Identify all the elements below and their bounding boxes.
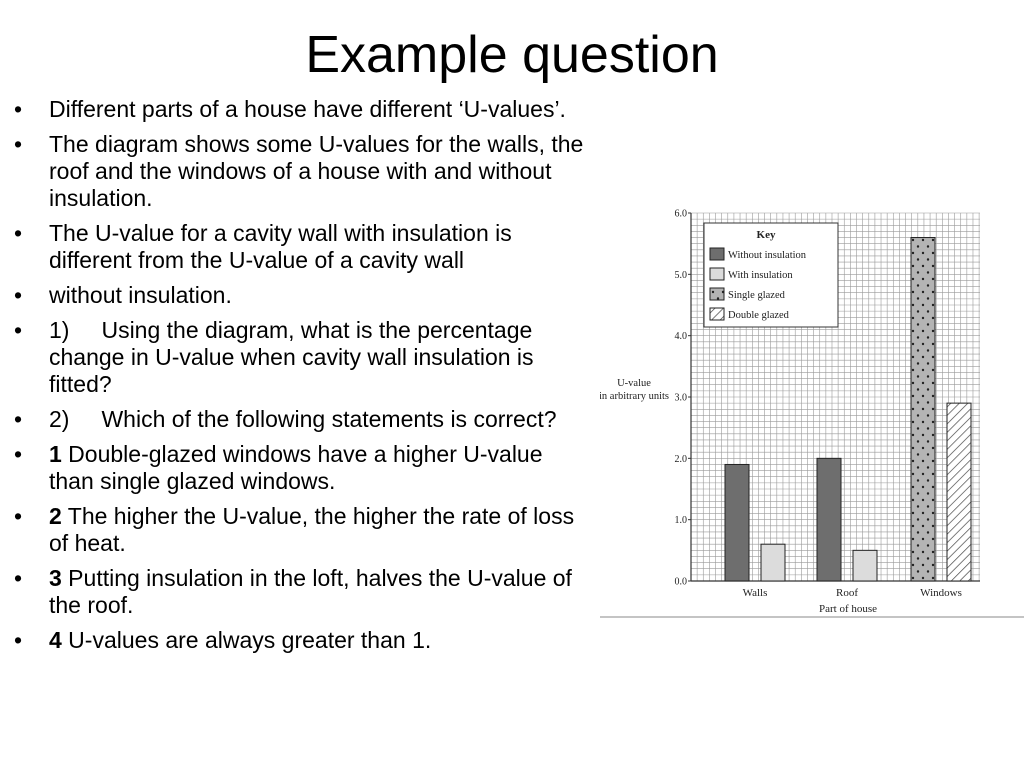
bullet-item (14, 441, 592, 495)
bar-windows-single-glazed (911, 238, 935, 581)
bullet-text: Putting insulation in the loft, halves the U-value of the roof. (49, 565, 572, 618)
bullet-dot-icon: • (14, 96, 23, 122)
y-tick-label: 1.0 (674, 515, 687, 527)
bullet-dot-icon: • (14, 406, 23, 432)
x-tick-label: Walls (742, 587, 768, 599)
bullet-text: The diagram shows some U-values for the walls, the roof and the windows of a house with and without insulation. (49, 131, 584, 211)
bullet-text: without insulation. (49, 282, 232, 308)
bar-walls-with-insulation (761, 544, 785, 581)
legend-label: Double glazed (728, 310, 789, 321)
u-value-chart (600, 185, 1024, 625)
statement-number: 1 (49, 441, 62, 467)
bullet-dot-icon: • (14, 220, 23, 246)
question-number: 2) (49, 406, 70, 432)
legend-swatch (710, 308, 724, 320)
legend-swatch (710, 248, 724, 260)
bullet-list (14, 96, 592, 662)
chart-legend (704, 223, 838, 327)
slide-title: Example question (305, 26, 719, 84)
bullet-item (14, 96, 592, 123)
bullet-item (14, 282, 592, 309)
statement-number: 2 (49, 503, 62, 529)
x-tick-label: Windows (920, 587, 962, 599)
bullet-dot-icon: • (14, 317, 23, 343)
y-axis-label-line: U-value (617, 378, 651, 389)
statement-number: 3 (49, 565, 62, 591)
bullet-text: Which of the following statements is correct? (101, 406, 557, 432)
bullet-item (14, 406, 592, 433)
bullet-text: The U-value for a cavity wall with insulation is different from the U-value of a cavity wall (49, 220, 512, 273)
bullet-item (14, 565, 592, 619)
bullet-dot-icon: • (14, 503, 23, 529)
bullet-item (14, 503, 592, 557)
y-axis-label (600, 378, 669, 402)
statement-number: 4 (49, 627, 62, 653)
legend-label: With insulation (728, 270, 793, 281)
y-tick-label: 5.0 (674, 269, 687, 281)
bullet-item (14, 220, 592, 274)
legend-swatch (710, 268, 724, 280)
legend-swatch (710, 288, 724, 300)
y-tick-label: 2.0 (674, 453, 687, 465)
bullet-item (14, 131, 592, 212)
bar-walls-without-insulation (725, 464, 749, 581)
bar-roof-without-insulation (817, 458, 841, 581)
legend-label: Without insulation (728, 250, 807, 261)
bullet-dot-icon: • (14, 131, 23, 157)
bullet-item (14, 317, 592, 398)
x-axis-label: Part of house (818, 603, 878, 615)
bullet-text: U-values are always greater than 1. (61, 627, 432, 653)
bullet-text: Using the diagram, what is the percentage change in U-value when cavity wall insulation is fitted? (49, 317, 534, 397)
y-tick-label: 0.0 (674, 576, 687, 588)
bullet-text: Different parts of a house have different ‘U-values’. (49, 96, 566, 122)
question-number: 1) (49, 317, 70, 343)
legend-title: Key (756, 229, 776, 241)
legend-label: Single glazed (728, 290, 785, 301)
bullet-text: Double-glazed windows have a higher U-value than single glazed windows. (49, 441, 543, 494)
bullet-dot-icon: • (14, 282, 23, 308)
y-tick-label: 6.0 (674, 208, 687, 220)
y-tick-label: 3.0 (674, 392, 687, 404)
bar-windows-double-glazed (947, 403, 971, 581)
bullet-text: The higher the U-value, the higher the rate of loss of heat. (49, 503, 575, 556)
bullet-item (14, 627, 592, 654)
bullet-dot-icon: • (14, 627, 23, 653)
bullet-dot-icon: • (14, 565, 23, 591)
y-tick-label: 4.0 (674, 331, 687, 343)
bar-roof-with-insulation (853, 550, 877, 581)
bullet-dot-icon: • (14, 441, 23, 467)
chart-svg (600, 185, 1024, 625)
x-tick-label: Roof (836, 587, 858, 599)
y-axis-label-line: in arbitrary units (600, 391, 669, 402)
